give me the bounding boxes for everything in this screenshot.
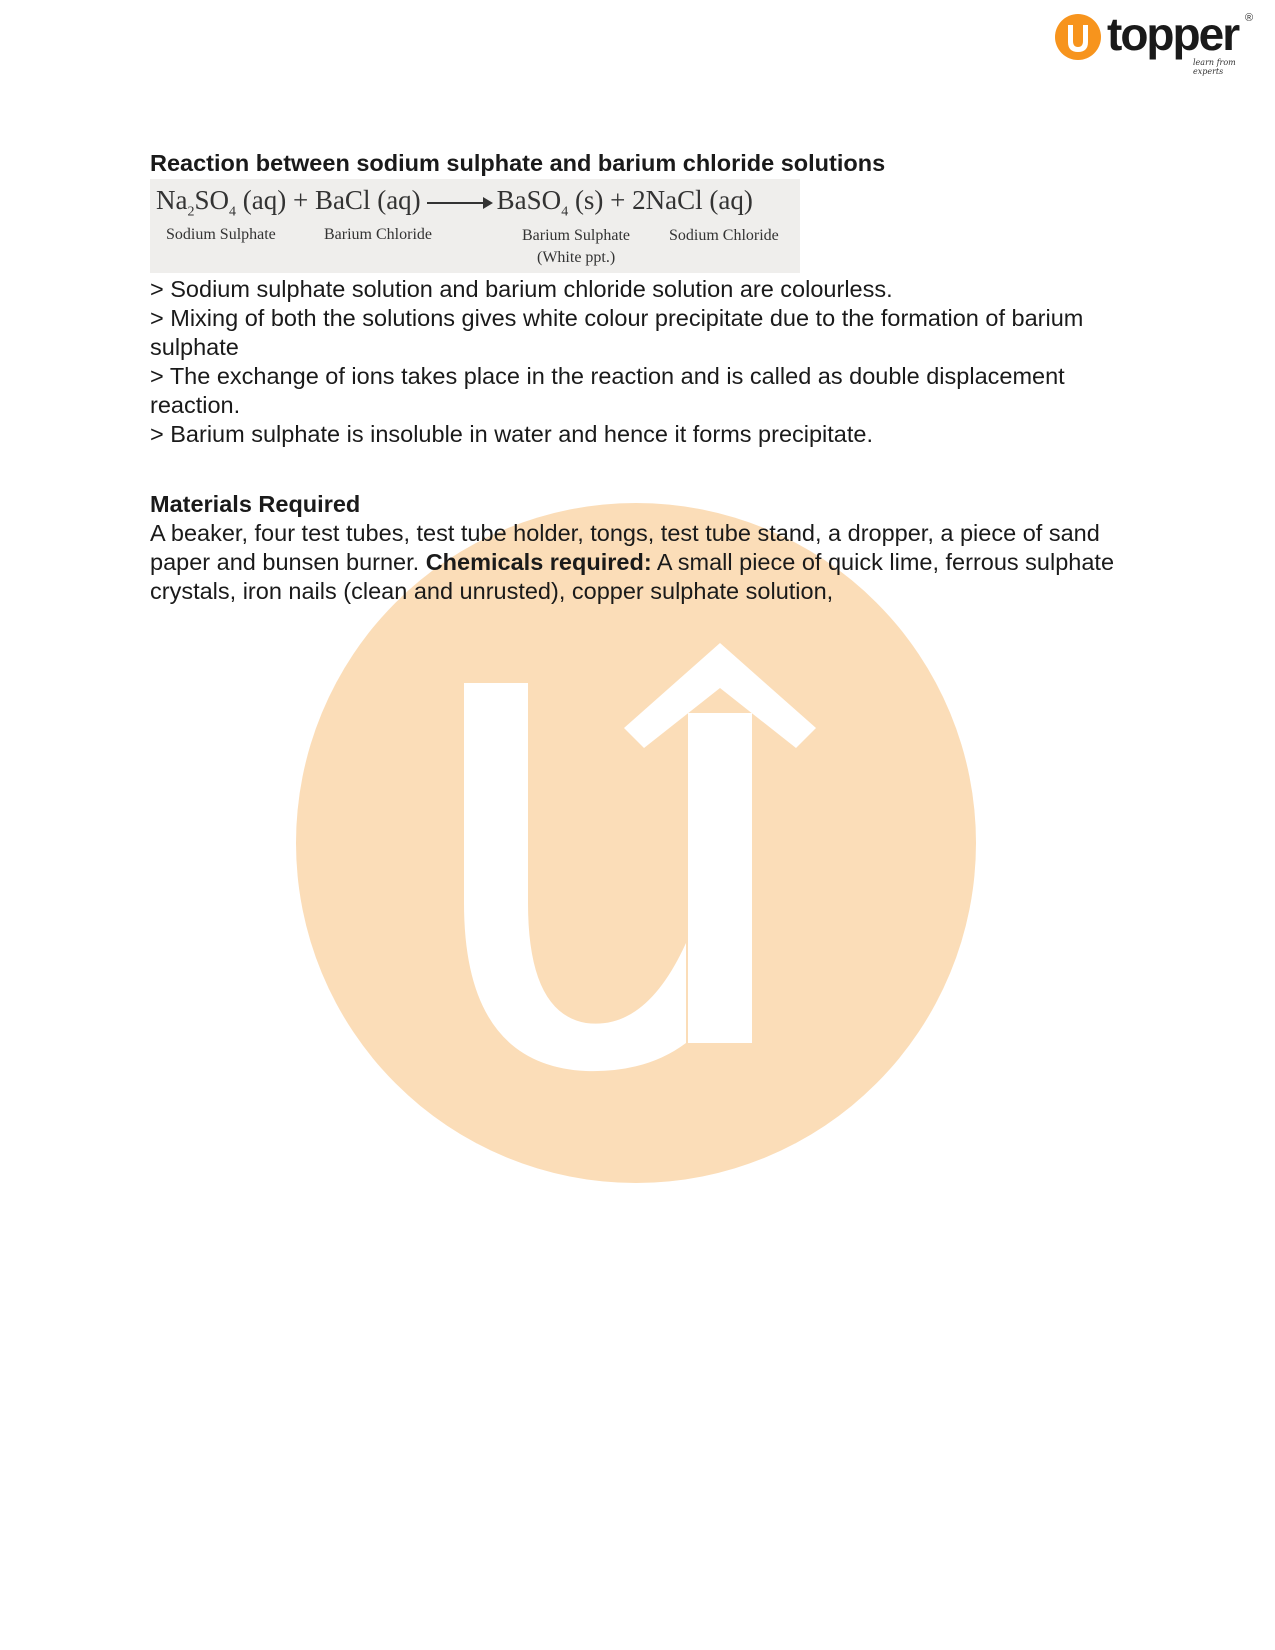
- list-item: > The exchange of ions takes place in the reaction and is called as double displacement reaction.: [150, 363, 1065, 418]
- logo-u-icon: [1055, 14, 1101, 60]
- list-item: > Mixing of both the solutions gives white colour precipitate due to the formation of barium sulphate: [150, 305, 1084, 360]
- logo-wordmark: topper: [1107, 8, 1239, 60]
- eq-baso: BaSO: [496, 185, 562, 215]
- eq-sub-4: 4: [229, 204, 236, 220]
- materials-paragraph: [150, 519, 1140, 606]
- list-item: > Sodium sulphate solution and barium chloride solution are colourless.: [150, 276, 893, 302]
- materials-text: A beaker, four test tubes, test tube holder, tongs, test tube stand, a dropper, a piece of sand paper and bunsen burner.: [150, 520, 1100, 575]
- logo-tagline: learn from experts: [1193, 58, 1236, 76]
- materials-heading: Materials Required: [150, 491, 361, 517]
- chemical-equation: [150, 179, 800, 273]
- label-barium-chloride: Barium Chloride: [324, 226, 432, 243]
- eq-reactants-rest: (aq) + BaCl (aq): [236, 185, 421, 215]
- label-sodium-sulphate: Sodium Sulphate: [166, 226, 276, 243]
- brand-logo: [1055, 8, 1255, 76]
- chemicals-label: Chemicals required:: [425, 549, 652, 575]
- reaction-heading: Reaction between sodium sulphate and barium chloride solutions: [150, 150, 886, 176]
- chemicals-text: A small piece of quick lime, ferrous sulphate crystals, iron nails (clean and unrusted), copper sulphate solution,: [150, 549, 1115, 604]
- eq-so: SO: [194, 185, 229, 215]
- document-content: [150, 148, 1140, 606]
- eq-na: Na: [156, 185, 188, 215]
- label-sodium-chloride: Sodium Chloride: [669, 227, 779, 244]
- observation-list: [150, 275, 1140, 449]
- label-white-ppt: (White ppt.): [537, 249, 616, 266]
- equation-line: [156, 183, 753, 229]
- reaction-arrow-icon: [427, 202, 491, 204]
- registered-mark: ®: [1245, 12, 1254, 24]
- eq-sub-2: 2: [187, 204, 195, 220]
- label-barium-sulphate: Barium Sulphate: [522, 227, 630, 244]
- eq-products-rest: (s) + 2NaCl (aq): [568, 185, 753, 215]
- eq-sub-4b: 4: [561, 204, 569, 220]
- list-item: > Barium sulphate is insoluble in water and hence it forms precipitate.: [150, 421, 874, 447]
